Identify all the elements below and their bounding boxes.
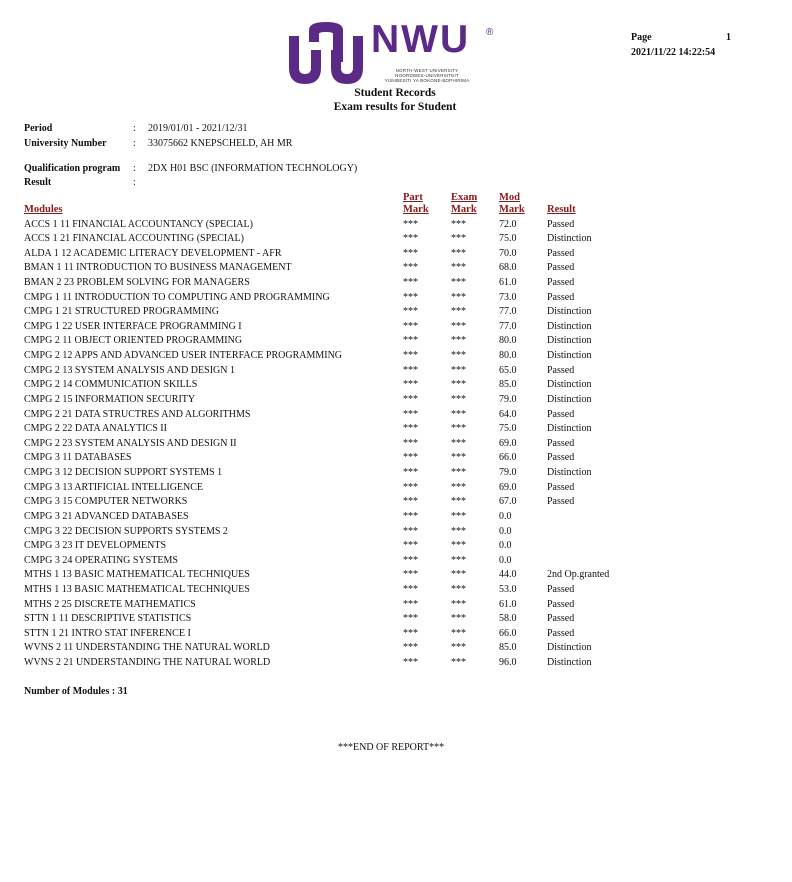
module-name: CMPG 3 21 ADVANCED DATABASES [24,510,189,522]
mod-mark: 66.0 [499,627,517,639]
result-value: Distinction [547,657,592,669]
table-row [0,452,792,467]
mod-mark: 85.0 [499,379,517,391]
result-value: Passed [547,364,575,376]
module-name: CMPG 2 22 DATA ANALYTICS II [24,423,167,435]
mod-mark: 44.0 [499,569,517,581]
result-value: Passed [547,262,575,274]
mod-mark: 80.0 [499,335,517,347]
module-name: WVNS 2 21 UNDERSTANDING THE NATURAL WORLD [24,657,271,669]
result-value: Passed [547,613,575,625]
part-mark: *** [403,335,418,347]
module-name: CMPG 3 15 COMPUTER NETWORKS [24,496,188,508]
exam-mark: *** [451,525,466,537]
mod-mark: 53.0 [499,584,517,595]
exam-mark: *** [451,291,466,303]
exam-mark: *** [451,350,466,362]
module-name: CMPG 1 11 INTRODUCTION TO COMPUTING AND PROGRAMMING [24,291,330,303]
module-name: BMAN 1 11 INTRODUCTION TO BUSINESS MANAGEMENT [24,262,292,274]
table-row [0,306,792,321]
logo-wordmark: NWU [371,18,471,61]
result-value: Distinction [547,335,592,347]
exam-mark: *** [451,584,466,595]
result-value: Distinction [547,642,592,654]
part-mark: *** [403,364,418,376]
table-row [0,335,792,350]
table-row [0,379,792,394]
mod-mark: 0.0 [499,525,512,537]
table-row [0,438,792,453]
result-value: Passed [547,247,575,259]
exam-mark-header: Exam Mark [451,192,478,215]
end-of-report: ***END OF REPORT*** [338,742,445,753]
part-mark: *** [403,540,418,552]
table-row [0,423,792,438]
result-value: Distinction [547,320,592,332]
mod-mark: 69.0 [499,481,517,493]
part-mark: *** [403,320,418,332]
table-row [0,613,792,628]
result-value: Passed [547,408,575,420]
part-mark: *** [403,262,418,274]
part-mark: *** [403,598,418,610]
exam-mark: *** [451,233,466,245]
result-value: Passed [547,276,575,288]
university-number-colon: : [133,138,136,149]
exam-mark: *** [451,452,466,464]
result-value: Distinction [547,233,592,245]
table-row [0,657,792,672]
module-name: STTN 1 11 DESCRIPTIVE STATISTICS [24,613,192,625]
table-row [0,496,792,511]
table-row [0,569,792,584]
module-name: CMPG 1 22 USER INTERFACE PROGRAMMING I [24,320,242,332]
exam-mark: *** [451,306,466,318]
module-name: BMAN 2 23 PROBLEM SOLVING FOR MANAGERS [24,276,250,288]
result-value: Passed [547,437,575,449]
exam-mark: *** [451,627,466,639]
table-row [0,467,792,482]
module-name: ACCS 1 11 FINANCIAL ACCOUNTANCY (SPECIAL) [24,218,253,230]
part-mark: *** [403,584,418,595]
module-count: Number of Modules : 31 [24,686,128,697]
module-name: MTHS 2 25 DISCRETE MATHEMATICS [24,598,196,610]
logo-subtitle: NORTH-WEST UNIVERSITY NOORDWES-UNIVERSITEIT YUNIBESITI YA BOKONE-BOPHIRIMA [384,68,470,83]
table-row [0,599,792,614]
mod-mark: 70.0 [499,247,517,259]
table-row [0,482,792,497]
mod-mark: 64.0 [499,408,517,420]
result-value: Passed [547,598,575,610]
mod-mark: 80.0 [499,350,517,362]
table-row [0,394,792,409]
modules-header: Modules [24,204,63,215]
module-name: CMPG 2 13 SYSTEM ANALYSIS AND DESIGN 1 [24,364,235,376]
mod-mark: 77.0 [499,306,517,318]
module-name: CMPG 2 23 SYSTEM ANALYSIS AND DESIGN II [24,437,237,449]
nwu-logo [287,18,507,86]
part-mark: *** [403,481,418,493]
module-name: CMPG 3 11 DATABASES [24,452,132,464]
report-subtitle: Exam results for Student [333,101,457,113]
table-row [0,350,792,365]
exam-mark: *** [451,320,466,332]
part-mark: *** [403,525,418,537]
exam-mark: *** [451,510,466,522]
result-value: Distinction [547,467,592,479]
part-mark: *** [403,218,418,230]
table-row [0,262,792,277]
table-row [0,233,792,248]
result-value: Distinction [547,306,592,318]
report-title: Student Records [354,87,436,99]
mod-mark: 67.0 [499,496,517,508]
mod-mark: 0.0 [499,510,512,522]
exam-mark: *** [451,598,466,610]
part-mark: *** [403,642,418,654]
module-name: MTHS 1 13 BASIC MATHEMATICAL TECHNIQUES [24,584,250,595]
module-name: CMPG 2 14 COMMUNICATION SKILLS [24,379,198,391]
exam-mark: *** [451,613,466,625]
part-mark: *** [403,657,418,669]
module-name: CMPG 3 12 DECISION SUPPORT SYSTEMS 1 [24,467,223,479]
part-mark: *** [403,423,418,435]
mod-mark: 0.0 [499,540,512,552]
mod-mark: 79.0 [499,393,517,405]
module-name: ALDA 1 12 ACADEMIC LITERACY DEVELOPMENT - AFR [24,247,282,259]
table-row [0,526,792,541]
table-row [0,584,792,599]
part-mark-header: Part Mark [403,192,429,215]
mod-mark: 69.0 [499,437,517,449]
part-mark: *** [403,393,418,405]
exam-mark: *** [451,554,466,566]
module-name: CMPG 2 15 INFORMATION SECURITY [24,393,196,405]
mod-mark: 72.0 [499,218,517,230]
qualification-label: Qualification program [24,163,121,174]
module-name: CMPG 3 24 OPERATING SYSTEMS [24,554,178,566]
module-name: CMPG 3 13 ARTIFICIAL INTELLIGENCE [24,481,204,493]
mod-mark-header: Mod Mark [499,192,525,215]
mod-mark: 0.0 [499,554,512,566]
mod-mark: 79.0 [499,467,517,479]
part-mark: *** [403,627,418,639]
mod-mark: 61.0 [499,276,517,288]
module-name: CMPG 2 12 APPS AND ADVANCED USER INTERFACE PROGRAMMING [24,350,343,362]
result-header: Result [547,204,576,215]
exam-mark: *** [451,481,466,493]
part-mark: *** [403,452,418,464]
university-number-value: 33075662 KNEPSCHELD, AH MR [148,138,293,149]
exam-mark: *** [451,247,466,259]
mod-mark: 68.0 [499,262,517,274]
exam-mark: *** [451,379,466,391]
mod-mark: 65.0 [499,364,517,376]
exam-mark: *** [451,262,466,274]
exam-mark: *** [451,218,466,230]
result-value: Distinction [547,379,592,391]
part-mark: *** [403,408,418,420]
module-name: ACCS 1 21 FINANCIAL ACCOUNTING (SPECIAL) [24,233,244,245]
table-row [0,628,792,643]
exam-mark: *** [451,423,466,435]
period-value: 2019/01/01 - 2021/12/31 [148,123,248,134]
module-name: CMPG 3 23 IT DEVELOPMENTS [24,540,167,552]
module-name: STTN 1 21 INTRO STAT INFERENCE I [24,627,191,639]
table-row [0,409,792,424]
university-number-label: University Number [24,138,107,149]
result-value: Passed [547,496,575,508]
part-mark: *** [403,276,418,288]
module-name: CMPG 3 22 DECISION SUPPORTS SYSTEMS 2 [24,525,228,537]
table-row [0,277,792,292]
part-mark: *** [403,467,418,479]
period-colon: : [133,123,136,134]
exam-mark: *** [451,569,466,581]
part-mark: *** [403,247,418,259]
table-row [0,248,792,263]
mod-mark: 73.0 [499,291,517,303]
qualification-value: 2DX H01 BSC (INFORMATION TECHNOLOGY) [148,163,358,174]
mod-mark: 75.0 [499,423,517,435]
part-mark: *** [403,350,418,362]
result-value: 2nd Op.granted [547,569,610,581]
registered-mark: ® [486,27,494,38]
table-row [0,555,792,570]
result-value: Distinction [547,393,592,405]
result-label: Result [24,177,52,188]
module-name: CMPG 2 11 OBJECT ORIENTED PROGRAMMING [24,335,243,347]
exam-mark: *** [451,657,466,669]
mod-mark: 77.0 [499,320,517,332]
nwu-emblem-icon [287,22,365,86]
exam-mark: *** [451,540,466,552]
mod-mark: 58.0 [499,613,517,625]
page-number: 1 [726,32,731,43]
page-label: Page [631,32,652,43]
mod-mark: 85.0 [499,642,517,654]
result-value: Passed [547,291,575,303]
result-value: Passed [547,627,575,639]
exam-mark: *** [451,496,466,508]
result-value: Passed [547,481,575,493]
part-mark: *** [403,496,418,508]
part-mark: *** [403,613,418,625]
part-mark: *** [403,379,418,391]
result-value: Distinction [547,423,592,435]
result-value: Passed [547,584,575,595]
part-mark: *** [403,569,418,581]
exam-mark: *** [451,642,466,654]
table-row [0,219,792,234]
part-mark: *** [403,306,418,318]
mod-mark: 96.0 [499,657,517,669]
exam-mark: *** [451,408,466,420]
exam-mark: *** [451,276,466,288]
table-row [0,540,792,555]
part-mark: *** [403,510,418,522]
mod-mark: 61.0 [499,598,517,610]
result-value: Passed [547,218,575,230]
result-value: Distinction [547,350,592,362]
exam-mark: *** [451,393,466,405]
table-row [0,365,792,380]
report-timestamp: 2021/11/22 14:22:54 [631,47,716,58]
exam-mark: *** [451,467,466,479]
module-name: CMPG 2 21 DATA STRUCTRES AND ALGORITHMS [24,408,251,420]
exam-mark: *** [451,335,466,347]
result-value: Passed [547,452,575,464]
qualification-colon: : [133,163,136,174]
exam-mark: *** [451,437,466,449]
table-row [0,321,792,336]
table-row [0,642,792,657]
mod-mark: 66.0 [499,452,517,464]
module-name: WVNS 2 11 UNDERSTANDING THE NATURAL WORLD [24,642,270,654]
result-colon: : [133,177,136,188]
module-name: MTHS 1 13 BASIC MATHEMATICAL TECHNIQUES [24,569,250,581]
module-name: CMPG 1 21 STRUCTURED PROGRAMMING [24,306,220,318]
part-mark: *** [403,437,418,449]
mod-mark: 75.0 [499,233,517,245]
part-mark: *** [403,554,418,566]
exam-mark: *** [451,364,466,376]
part-mark: *** [403,233,418,245]
table-row [0,292,792,307]
part-mark: *** [403,291,418,303]
table-row [0,511,792,526]
period-label: Period [24,123,53,134]
